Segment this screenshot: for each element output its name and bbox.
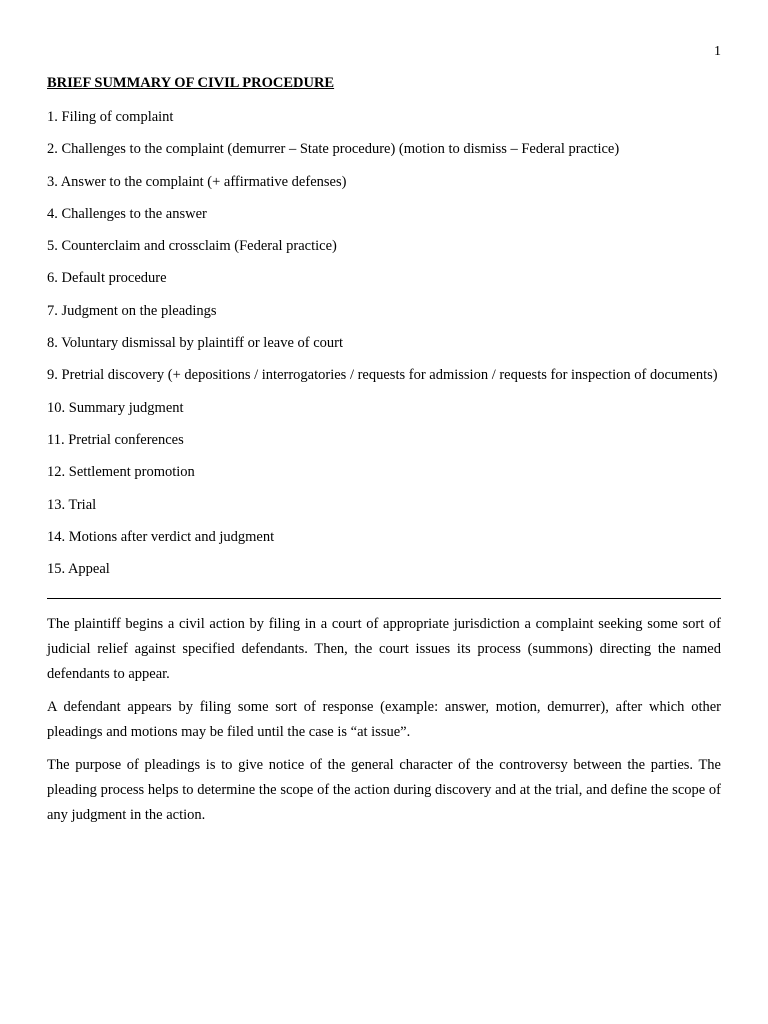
procedure-step: 8. Voluntary dismissal by plaintiff or leave of court [47,335,343,352]
procedure-step: 3. Answer to the complaint (+ affirmative defenses) [47,173,347,190]
body-paragraph: The plaintiff begins a civil action by filing in a court of appropriate jurisdiction a complaint seeking some sort of judicial relief against specified defendants. Then, the court issues its process (summons) directing the named defendants to appear. [47,616,721,683]
body-paragraph: The purpose of pleadings is to give notice of the general character of the controversy between the parties. The pleading process helps to determine the scope of the action during discovery and at the trial, and define the scope of any judgment in the action. [47,757,721,824]
procedure-step: 12. Settlement promotion [47,464,195,481]
procedure-step: 13. Trial [47,496,97,513]
procedure-step: 11. Pretrial conferences [47,431,184,448]
document-body [47,74,721,836]
section-divider [47,598,721,599]
procedure-steps-list [47,105,721,582]
procedure-step: 4. Challenges to the answer [47,205,207,222]
procedure-step: 1. Filing of complaint [47,109,174,125]
procedure-step: 5. Counterclaim and crossclaim (Federal practice) [47,238,337,255]
page-number: 1 [714,44,721,59]
procedure-step: 15. Appeal [47,561,110,578]
body-paragraph: A defendant appears by filing some sort of response (example: answer, motion, demurrer), after which other pleadings and motions may be filed until the case is “at issue”. [47,699,721,741]
procedure-step: 9. Pretrial discovery (+ depositions / interrogatories / requests for admission / requests for inspection of documents) [47,367,718,384]
procedure-step: 7. Judgment on the pleadings [47,302,217,319]
procedure-step: 2. Challenges to the complaint (demurrer – State procedure) (motion to dismiss – Federal practice) [47,141,620,158]
procedure-step: 14. Motions after verdict and judgment [47,528,275,545]
procedure-step: 6. Default procedure [47,270,167,287]
document-title: BRIEF SUMMARY OF CIVIL PROCEDURE [47,75,335,91]
procedure-step: 10. Summary judgment [47,399,184,416]
